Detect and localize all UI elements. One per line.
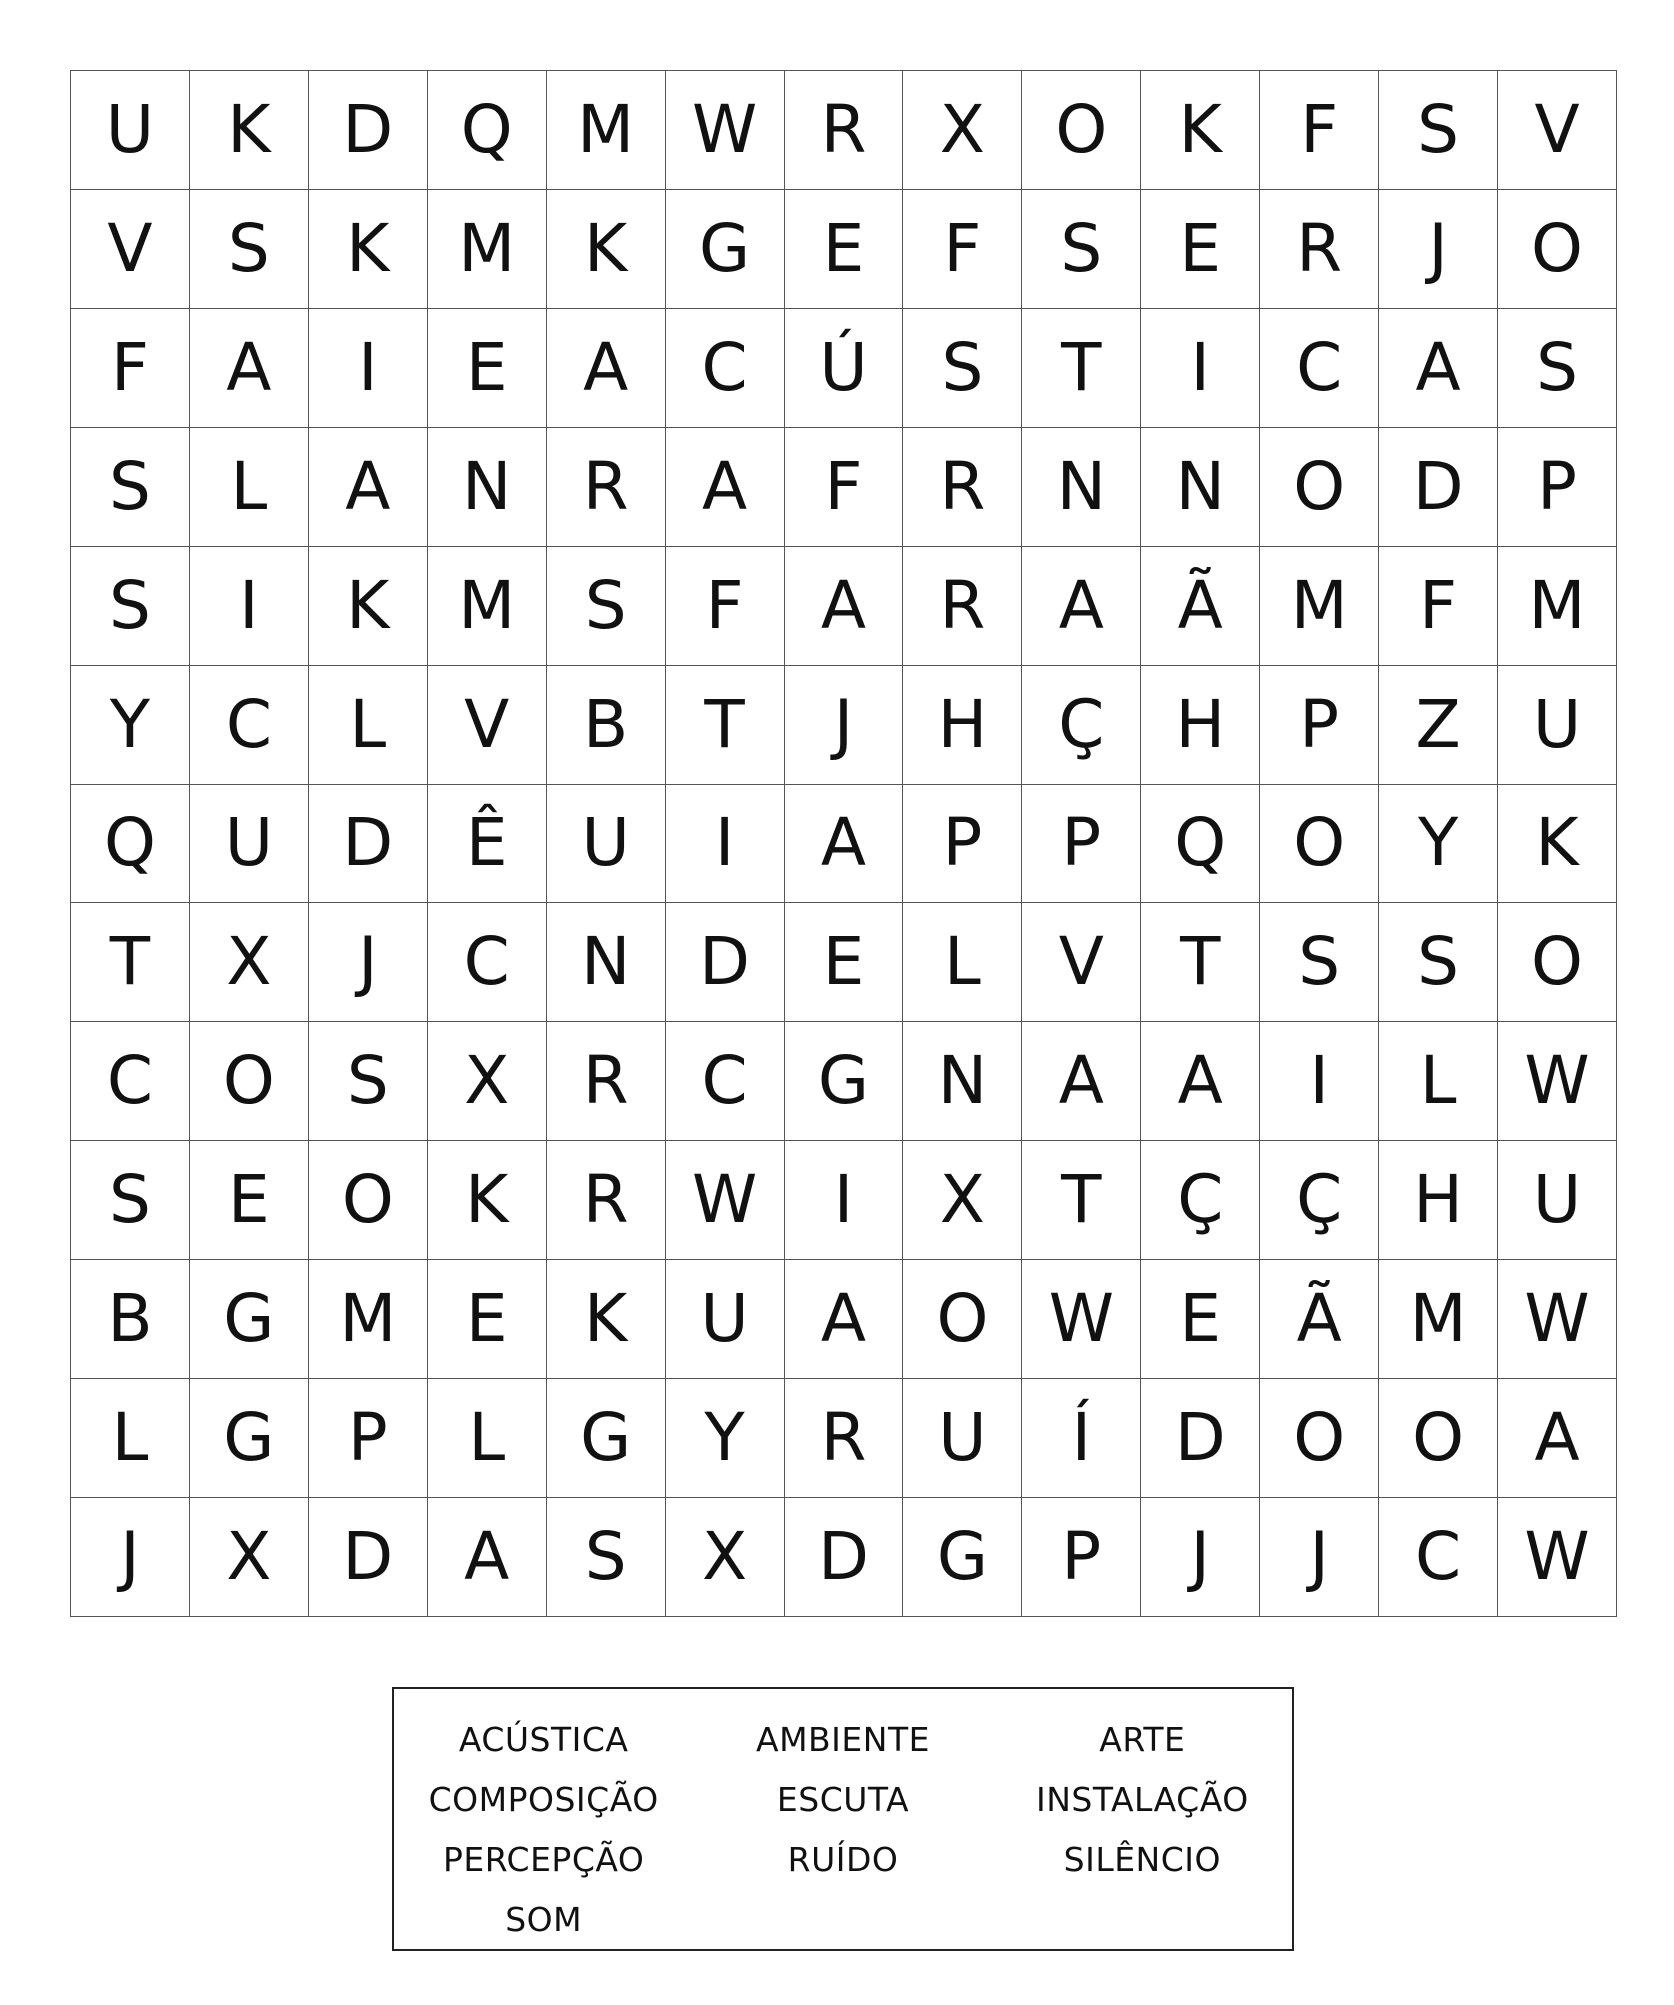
grid-cell[interactable]: B	[71, 1260, 190, 1379]
grid-cell[interactable]: X	[190, 1498, 309, 1617]
grid-cell[interactable]: L	[71, 1379, 190, 1498]
grid-cell[interactable]: K	[309, 190, 428, 309]
grid-cell[interactable]: T	[1141, 903, 1260, 1022]
grid-cell[interactable]: N	[428, 428, 547, 547]
grid-cell[interactable]: J	[309, 903, 428, 1022]
grid-cell[interactable]: K	[428, 1141, 547, 1260]
grid-cell[interactable]: J	[1379, 190, 1498, 309]
grid-cell[interactable]: I	[1260, 1022, 1379, 1141]
grid-cell[interactable]: J	[1260, 1498, 1379, 1617]
grid-cell[interactable]: F	[903, 190, 1022, 309]
grid-cell[interactable]: Ê	[428, 785, 547, 904]
grid-cell[interactable]: N	[547, 903, 666, 1022]
grid-cell[interactable]: O	[1379, 1379, 1498, 1498]
grid-cell[interactable]: S	[1260, 903, 1379, 1022]
grid-cell[interactable]: D	[1379, 428, 1498, 547]
grid-cell[interactable]: A	[1022, 1022, 1141, 1141]
word-list-item: SILÊNCIO	[1063, 1839, 1221, 1879]
grid-cell[interactable]: V	[428, 666, 547, 785]
grid-cell[interactable]: G	[547, 1379, 666, 1498]
grid-cell[interactable]: I	[309, 309, 428, 428]
grid-cell[interactable]: K	[547, 1260, 666, 1379]
grid-cell[interactable]: D	[309, 1498, 428, 1617]
grid-cell[interactable]: O	[1260, 785, 1379, 904]
grid-cell[interactable]: R	[903, 547, 1022, 666]
grid-cell[interactable]: Ç	[1022, 666, 1141, 785]
grid-cell[interactable]: Ã	[1141, 547, 1260, 666]
grid-cell[interactable]: S	[71, 1141, 190, 1260]
grid-cell[interactable]: I	[666, 785, 785, 904]
grid-cell[interactable]: O	[309, 1141, 428, 1260]
grid-cell[interactable]: N	[903, 1022, 1022, 1141]
grid-cell[interactable]: C	[666, 309, 785, 428]
grid-cell[interactable]: C	[190, 666, 309, 785]
grid-cell[interactable]: T	[1022, 309, 1141, 428]
grid-cell[interactable]: W	[1498, 1260, 1617, 1379]
grid-cell[interactable]: K	[547, 190, 666, 309]
grid-cell[interactable]: M	[1379, 1260, 1498, 1379]
grid-cell[interactable]: P	[1498, 428, 1617, 547]
grid-cell[interactable]: L	[1379, 1022, 1498, 1141]
grid-cell[interactable]: R	[785, 71, 904, 190]
grid-cell[interactable]: R	[903, 428, 1022, 547]
grid-cell[interactable]: C	[428, 903, 547, 1022]
grid-cell[interactable]: E	[428, 1260, 547, 1379]
grid-cell[interactable]: M	[309, 1260, 428, 1379]
grid-cell[interactable]: A	[190, 309, 309, 428]
grid-cell[interactable]: D	[666, 903, 785, 1022]
grid-cell[interactable]: U	[666, 1260, 785, 1379]
grid-cell[interactable]: I	[1141, 309, 1260, 428]
grid-cell[interactable]: S	[1379, 903, 1498, 1022]
grid-cell[interactable]: L	[903, 903, 1022, 1022]
grid-cell[interactable]: S	[547, 1498, 666, 1617]
grid-cell[interactable]: W	[1498, 1022, 1617, 1141]
grid-cell[interactable]: Q	[428, 71, 547, 190]
grid-cell[interactable]: C	[1379, 1498, 1498, 1617]
word-list-item: ACÚSTICA	[458, 1719, 629, 1759]
grid-cell[interactable]: S	[903, 309, 1022, 428]
grid-cell[interactable]: C	[666, 1022, 785, 1141]
grid-cell[interactable]: F	[1260, 71, 1379, 190]
grid-cell[interactable]: F	[666, 547, 785, 666]
grid-cell[interactable]: A	[785, 547, 904, 666]
grid-cell[interactable]: J	[71, 1498, 190, 1617]
grid-cell[interactable]: T	[1022, 1141, 1141, 1260]
grid-cell[interactable]: P	[903, 785, 1022, 904]
grid-cell[interactable]: G	[903, 1498, 1022, 1617]
word-list-item: ARTE	[1099, 1719, 1186, 1759]
grid-cell[interactable]: O	[190, 1022, 309, 1141]
grid-cell[interactable]: S	[190, 190, 309, 309]
grid-cell[interactable]: U	[547, 785, 666, 904]
grid-cell[interactable]: A	[785, 785, 904, 904]
grid-cell[interactable]: A	[547, 309, 666, 428]
grid-cell[interactable]: C	[1260, 309, 1379, 428]
grid-cell[interactable]: O	[1260, 1379, 1379, 1498]
grid-cell[interactable]: A	[1379, 309, 1498, 428]
grid-cell[interactable]: S	[547, 547, 666, 666]
grid-cell[interactable]: A	[666, 428, 785, 547]
grid-cell[interactable]: O	[1022, 71, 1141, 190]
grid-cell[interactable]: D	[309, 71, 428, 190]
grid-cell[interactable]: F	[1379, 547, 1498, 666]
grid-cell[interactable]: N	[1141, 428, 1260, 547]
grid-cell[interactable]: X	[666, 1498, 785, 1617]
grid-cell[interactable]: E	[1141, 190, 1260, 309]
grid-cell[interactable]: Z	[1379, 666, 1498, 785]
grid-cell[interactable]: Q	[71, 785, 190, 904]
word-list-item: AMBIENTE	[756, 1719, 930, 1759]
word-list-item: ESCUTA	[776, 1779, 910, 1819]
grid-cell[interactable]: K	[309, 547, 428, 666]
grid-cell[interactable]: X	[428, 1022, 547, 1141]
grid-cell[interactable]: S	[309, 1022, 428, 1141]
grid-cell[interactable]: Q	[1141, 785, 1260, 904]
grid-cell[interactable]: N	[1022, 428, 1141, 547]
grid-cell[interactable]: R	[547, 1141, 666, 1260]
grid-cell[interactable]: R	[1260, 190, 1379, 309]
grid-cell[interactable]: T	[666, 666, 785, 785]
grid-cell[interactable]: D	[1141, 1379, 1260, 1498]
grid-cell[interactable]: W	[666, 71, 785, 190]
grid-cell[interactable]: X	[903, 1141, 1022, 1260]
grid-cell[interactable]: W	[1022, 1260, 1141, 1379]
grid-cell[interactable]: F	[785, 428, 904, 547]
grid-cell[interactable]: A	[785, 1260, 904, 1379]
grid-cell[interactable]: D	[309, 785, 428, 904]
grid-cell[interactable]: U	[903, 1379, 1022, 1498]
grid-cell[interactable]: F	[71, 309, 190, 428]
grid-cell[interactable]: H	[1379, 1141, 1498, 1260]
grid-cell[interactable]: P	[309, 1379, 428, 1498]
grid-cell[interactable]: S	[71, 547, 190, 666]
grid-cell[interactable]: K	[1498, 785, 1617, 904]
grid-cell[interactable]: C	[71, 1022, 190, 1141]
grid-cell[interactable]: J	[1141, 1498, 1260, 1617]
grid-cell[interactable]: R	[547, 428, 666, 547]
word-list-item: PERCEPÇÃO	[442, 1839, 645, 1879]
grid-cell[interactable]: G	[785, 1022, 904, 1141]
grid-cell[interactable]: E	[785, 903, 904, 1022]
grid-cell[interactable]: G	[666, 190, 785, 309]
grid-cell[interactable]: Ç	[1260, 1141, 1379, 1260]
word-list-item: SOM	[505, 1899, 583, 1939]
word-list-item: INSTALAÇÃO	[1035, 1779, 1249, 1819]
grid-cell[interactable]: O	[903, 1260, 1022, 1379]
grid-cell[interactable]: P	[1022, 1498, 1141, 1617]
grid-cell[interactable]: O	[1498, 903, 1617, 1022]
grid-cell[interactable]: X	[190, 903, 309, 1022]
grid-cell[interactable]: L	[309, 666, 428, 785]
grid-cell[interactable]: U	[1498, 666, 1617, 785]
grid-cell[interactable]: A	[428, 1498, 547, 1617]
grid-cell[interactable]: S	[1379, 71, 1498, 190]
grid-cell[interactable]: K	[190, 71, 309, 190]
grid-cell[interactable]: H	[1141, 666, 1260, 785]
grid-cell[interactable]: S	[1022, 190, 1141, 309]
grid-cell[interactable]: G	[190, 1379, 309, 1498]
grid-cell[interactable]: G	[190, 1260, 309, 1379]
grid-cell[interactable]: Ç	[1141, 1141, 1260, 1260]
grid-cell[interactable]: I	[190, 547, 309, 666]
grid-cell[interactable]: K	[1141, 71, 1260, 190]
grid-cell[interactable]: E	[1141, 1260, 1260, 1379]
word-list-item: COMPOSIÇÃO	[428, 1779, 659, 1819]
grid-cell[interactable]: A	[1141, 1022, 1260, 1141]
grid-cell[interactable]: S	[71, 428, 190, 547]
grid-cell[interactable]: T	[71, 903, 190, 1022]
grid-cell[interactable]: A	[309, 428, 428, 547]
grid-cell[interactable]: U	[190, 785, 309, 904]
grid-cell[interactable]: J	[785, 666, 904, 785]
grid-cell[interactable]: E	[190, 1141, 309, 1260]
grid-cell[interactable]: X	[903, 71, 1022, 190]
grid-cell[interactable]: O	[1498, 190, 1617, 309]
grid-cell[interactable]: Y	[666, 1379, 785, 1498]
word-search-grid	[70, 70, 1617, 1617]
grid-cell[interactable]: O	[1260, 428, 1379, 547]
grid-cell[interactable]: E	[428, 309, 547, 428]
grid-cell[interactable]: D	[785, 1498, 904, 1617]
grid-cell[interactable]: R	[547, 1022, 666, 1141]
grid-cell[interactable]: Ú	[785, 309, 904, 428]
grid-cell[interactable]: A	[1022, 547, 1141, 666]
grid-cell[interactable]: Í	[1022, 1379, 1141, 1498]
grid-cell[interactable]: S	[1498, 309, 1617, 428]
grid-cell[interactable]: M	[547, 71, 666, 190]
grid-cell[interactable]: E	[785, 190, 904, 309]
grid-cell[interactable]: B	[547, 666, 666, 785]
grid-cell[interactable]: M	[1498, 547, 1617, 666]
grid-cell[interactable]: P	[1260, 666, 1379, 785]
grid-cell[interactable]: P	[1022, 785, 1141, 904]
grid-cell[interactable]: U	[71, 71, 190, 190]
grid-cell[interactable]: L	[190, 428, 309, 547]
grid-cell[interactable]: I	[785, 1141, 904, 1260]
grid-cell[interactable]: H	[903, 666, 1022, 785]
grid-cell[interactable]: W	[666, 1141, 785, 1260]
grid-cell[interactable]: Ã	[1260, 1260, 1379, 1379]
grid-cell[interactable]: U	[1498, 1141, 1617, 1260]
grid-cell[interactable]: M	[428, 547, 547, 666]
grid-cell[interactable]: Y	[1379, 785, 1498, 904]
word-list-item: RUÍDO	[787, 1839, 899, 1879]
grid-cell[interactable]: W	[1498, 1498, 1617, 1617]
word-list	[394, 1709, 1292, 1949]
grid-cell[interactable]: M	[428, 190, 547, 309]
word-list-box	[392, 1687, 1294, 1951]
grid-cell[interactable]: V	[71, 190, 190, 309]
grid-cell[interactable]: L	[428, 1379, 547, 1498]
grid-cell[interactable]: V	[1022, 903, 1141, 1022]
grid-cell[interactable]: A	[1498, 1379, 1617, 1498]
grid-cell[interactable]: Y	[71, 666, 190, 785]
grid-cell[interactable]: R	[785, 1379, 904, 1498]
grid-cell[interactable]: V	[1498, 71, 1617, 190]
grid-cell[interactable]: M	[1260, 547, 1379, 666]
